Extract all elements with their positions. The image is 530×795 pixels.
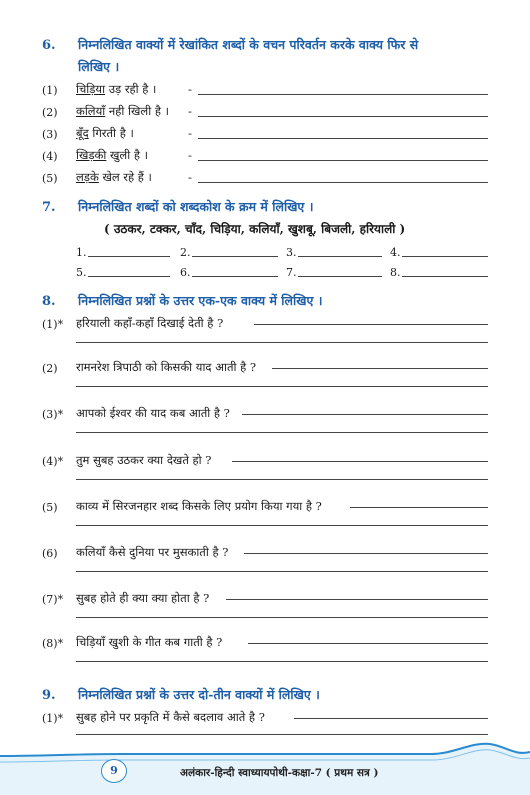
answer-line[interactable] [198, 160, 488, 161]
answer-line[interactable] [294, 718, 488, 719]
q8-item-number: (2) [42, 362, 58, 375]
underlined-word: कलियाँ [76, 104, 106, 118]
q7-number: 7. [42, 200, 56, 215]
sentence-rest: उड़ रही है । [105, 82, 157, 96]
underlined-word: लड़के [76, 170, 99, 184]
answer-line[interactable] [76, 479, 488, 480]
q6-item-sentence [76, 126, 134, 141]
q8-number: 8. [42, 294, 56, 309]
q6-item-sentence [76, 148, 148, 163]
answer-line[interactable] [272, 368, 488, 369]
answer-line[interactable] [298, 276, 382, 277]
q6-item-sentence [76, 104, 169, 119]
blank-number: 5. [76, 266, 87, 279]
answer-line[interactable] [402, 276, 488, 277]
sentence-rest: खुली है । [106, 148, 148, 162]
answer-line[interactable] [76, 571, 488, 572]
q6-item-dash: - [188, 170, 192, 184]
q6-item-number: (4) [42, 150, 58, 163]
q6-item-number: (3) [42, 128, 58, 141]
q8-question: आपको ईश्वर की याद कब आती है ? [76, 406, 230, 420]
answer-line[interactable] [198, 182, 488, 183]
answer-line[interactable] [198, 138, 488, 139]
q8-title: निम्नलिखित प्रश्नों के उत्तर एक-एक वाक्य में लिखिए । [78, 293, 323, 308]
answer-line[interactable] [88, 256, 170, 257]
q6-item-sentence [76, 170, 152, 185]
answer-line[interactable] [192, 276, 278, 277]
answer-line[interactable] [192, 256, 278, 257]
q8-question: सुबह होते ही क्या क्या होता है ? [76, 591, 210, 605]
blank-number: 1. [76, 246, 87, 259]
sentence-rest: नही खिली है । [105, 104, 169, 118]
answer-line[interactable] [76, 525, 488, 526]
q6-number: 6. [42, 38, 56, 53]
answer-line[interactable] [76, 617, 488, 618]
blank-number: 6. [180, 266, 191, 279]
q8-item-number: (7)* [42, 593, 64, 606]
answer-line[interactable] [350, 507, 488, 508]
answer-line[interactable] [232, 461, 488, 462]
q7-title: निम्नलिखित शब्दों को शब्दकोश के क्रम में लिखिए । [78, 199, 314, 214]
answer-line[interactable] [254, 324, 488, 325]
answer-line[interactable] [298, 256, 382, 257]
q6-item-dash: - [188, 148, 192, 162]
answer-line[interactable] [76, 342, 488, 343]
q6-item-number: (2) [42, 106, 58, 119]
q8-question: चिड़ियाँ खुशी के गीत कब गाती है ? [76, 635, 223, 649]
blank-number: 8. [390, 266, 401, 279]
q9-title: निम्नलिखित प्रश्नों के उत्तर दो-तीन वाक्यों में लिखिए । [78, 687, 320, 702]
q6-item-dash: - [188, 104, 192, 118]
answer-line[interactable] [76, 386, 488, 387]
underlined-word: चिड़िया [76, 82, 106, 96]
answer-line[interactable] [244, 553, 488, 554]
q9-number: 9. [42, 688, 56, 703]
underlined-word: खिड़की [76, 148, 107, 162]
q7-word-list: ( उठकर, टक्कर, चाँद, चिड़िया, कलियाँ, खुशबू, बिजली, हरियाली ) [104, 222, 406, 236]
sentence-rest: खेल रहे हैं । [98, 170, 152, 184]
q9-question: सुबह होने पर प्रकृति में कैसे बदलाव आते है ? [76, 710, 265, 724]
answer-line[interactable] [198, 116, 488, 117]
q8-question: रामनरेश त्रिपाठी को किसकी याद आती है ? [76, 360, 257, 374]
blank-number: 3. [286, 246, 297, 259]
q8-item-number: (8)* [42, 637, 64, 650]
q6-title-line1: निम्नलिखित वाक्यों में रेखांकित शब्दों के वचन परिवर्तन करके वाक्य फिर से [78, 37, 419, 52]
underlined-word: बूँद [76, 126, 89, 140]
answer-line[interactable] [76, 661, 488, 662]
q6-title-line2: लिखिए । [78, 59, 120, 74]
q9-item-number: (1)* [42, 712, 64, 725]
blank-number: 7. [286, 266, 297, 279]
answer-line[interactable] [88, 276, 170, 277]
footer-title: अलंकार-हिन्दी स्वाध्यायपोथी-कक्षा-7 ( प्रथम सत्र ) [180, 767, 379, 779]
q6-item-dash: - [188, 82, 192, 96]
q8-question: हरियाली कहाँ-कहाँ दिखाई देती है ? [76, 316, 224, 330]
answer-line[interactable] [76, 734, 488, 735]
answer-line[interactable] [198, 94, 488, 95]
q8-question: काव्य में सिरजनहार शब्द किसके लिए प्रयोग किया गया है ? [76, 499, 322, 513]
q8-item-number: (6) [42, 547, 58, 560]
q8-item-number: (3)* [42, 408, 64, 421]
answer-line[interactable] [242, 414, 488, 415]
blank-number: 4. [390, 246, 401, 259]
q6-item-sentence [76, 82, 156, 97]
answer-line[interactable] [226, 599, 488, 600]
blank-number: 2. [180, 246, 191, 259]
sentence-rest: गिरती है । [88, 126, 134, 140]
q6-item-number: (5) [42, 172, 58, 185]
q8-question: तुम सुबह उठकर क्या देखते हो ? [76, 453, 212, 467]
answer-line[interactable] [76, 432, 488, 433]
q6-item-number: (1) [42, 84, 58, 97]
q8-item-number: (4)* [42, 455, 64, 468]
q8-item-number: (5) [42, 501, 58, 514]
answer-line[interactable] [248, 643, 488, 644]
q6-item-dash: - [188, 126, 192, 140]
q8-question: कलियाँ कैसे दुनिया पर मुसकाती है ? [76, 545, 229, 559]
q8-item-number: (1)* [42, 318, 64, 331]
page-number: 9 [101, 759, 127, 783]
answer-line[interactable] [402, 256, 488, 257]
